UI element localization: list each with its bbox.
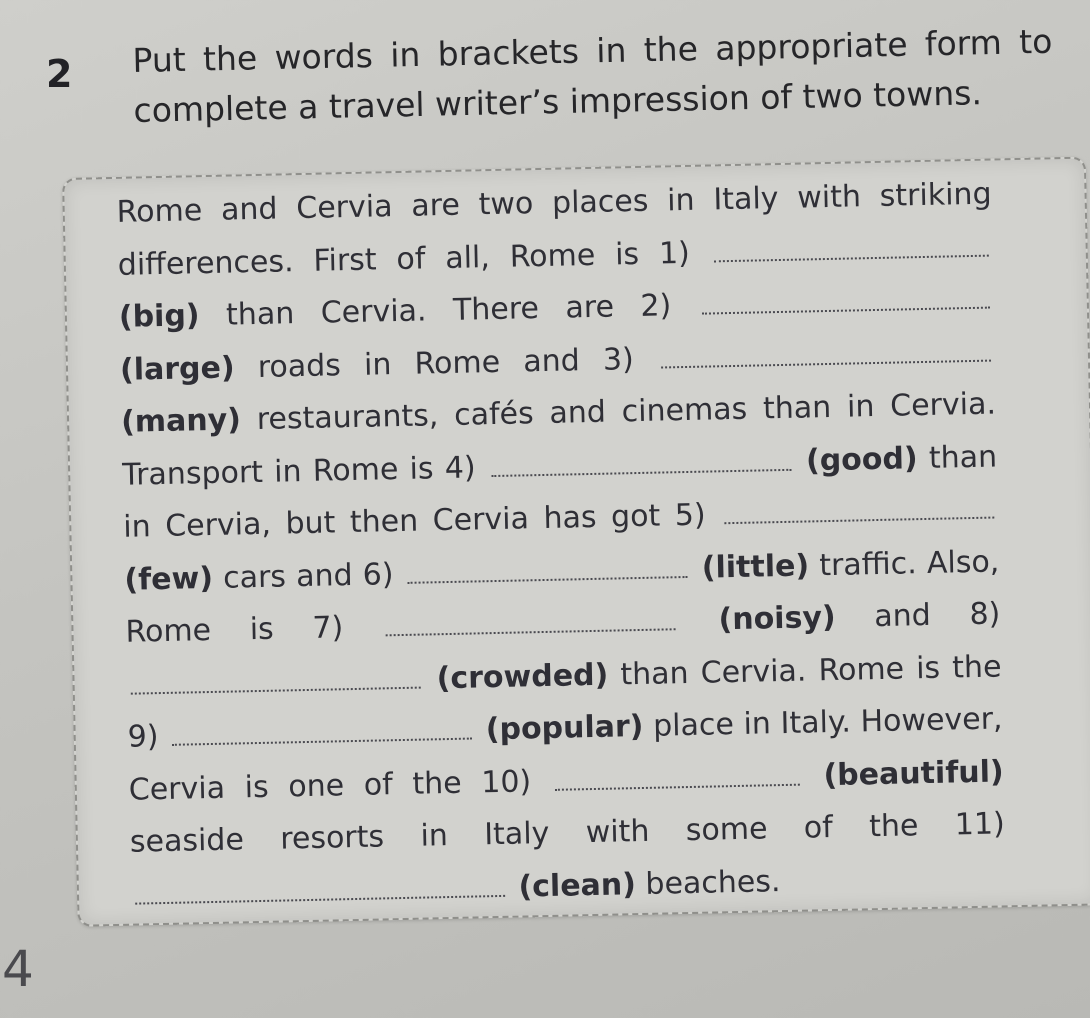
answer-gap-4[interactable] bbox=[491, 446, 791, 476]
exercise-number: 2 bbox=[46, 52, 73, 96]
passage-text-run: Rome is the bbox=[818, 648, 1002, 688]
answer-gap-8[interactable] bbox=[130, 664, 420, 694]
passage-text-run: than Cervia. There are bbox=[225, 289, 615, 333]
word-cue-11: (clean) bbox=[518, 866, 637, 905]
word-cue-2: (large) bbox=[119, 349, 235, 388]
passage-text bbox=[116, 169, 1006, 922]
word-cue-6: (little) bbox=[701, 547, 810, 586]
word-cue-10: (beautiful) bbox=[823, 753, 1005, 793]
passage-card bbox=[62, 157, 1090, 927]
passage-text-run: cars and bbox=[222, 557, 353, 596]
gap-number-10: 10) bbox=[480, 763, 532, 800]
answer-gap-5[interactable] bbox=[724, 495, 994, 525]
word-cue-5: (few) bbox=[124, 560, 214, 598]
gap-number-1: 1) bbox=[658, 235, 691, 272]
gap-number-7: 7) bbox=[312, 610, 344, 646]
answer-gap-10[interactable] bbox=[555, 761, 800, 790]
passage-text-run: roads in Rome and bbox=[257, 342, 581, 385]
gap-number-3: 3) bbox=[602, 341, 635, 378]
word-cue-8: (crowded) bbox=[436, 657, 609, 696]
gap-number-6: 6) bbox=[362, 556, 394, 593]
answer-gap-3[interactable] bbox=[661, 337, 991, 368]
gap-number-9: 9) bbox=[127, 719, 159, 755]
gap-number-11: 11) bbox=[954, 806, 1006, 843]
passage-text-run: and bbox=[873, 597, 932, 635]
word-cue-4: (good) bbox=[805, 440, 918, 478]
word-cue-1: (big) bbox=[118, 298, 200, 335]
answer-gap-2[interactable] bbox=[701, 285, 989, 315]
passage-text-run: than in Cervia, but then Cervia has got bbox=[122, 438, 998, 545]
passage-text-run: restaurants, cafés and cinemas than in Cervia. bbox=[256, 386, 997, 437]
answer-gap-9[interactable] bbox=[172, 716, 472, 746]
passage-text-run: traffic. Also, Rome is bbox=[125, 543, 1000, 650]
gap-number-2: 2) bbox=[640, 288, 672, 324]
passage-text-run: place in Italy. However, Cervia is one of the bbox=[128, 701, 1003, 808]
passage-text-run: seaside resorts in Italy with some of the bbox=[129, 808, 919, 860]
word-cue-7: (noisy) bbox=[718, 599, 837, 638]
passage-text-run: Rome and Cervia are two places in Italy with striking differences. First of all, Rome is bbox=[116, 176, 992, 283]
passage-text-run: Transport in Rome is bbox=[121, 450, 434, 493]
gap-number-4: 4) bbox=[444, 449, 476, 486]
passage-text-run: beaches. bbox=[645, 863, 781, 902]
page-number: 4 bbox=[2, 940, 34, 998]
answer-gap-1[interactable] bbox=[713, 232, 988, 262]
answer-gap-11[interactable] bbox=[135, 872, 505, 904]
passage-text-run: than Cervia. bbox=[620, 653, 807, 692]
gap-number-5: 5) bbox=[674, 497, 706, 534]
answer-gap-6[interactable] bbox=[407, 553, 687, 583]
gap-number-8: 8) bbox=[969, 596, 1001, 633]
exercise-instruction: Put the words in brackets in the appropriate form to complete a travel writer’s impression of two towns. bbox=[132, 21, 1053, 130]
word-cue-3: (many) bbox=[120, 402, 242, 440]
word-cue-9: (popular) bbox=[485, 708, 644, 748]
answer-gap-7[interactable] bbox=[386, 606, 676, 636]
